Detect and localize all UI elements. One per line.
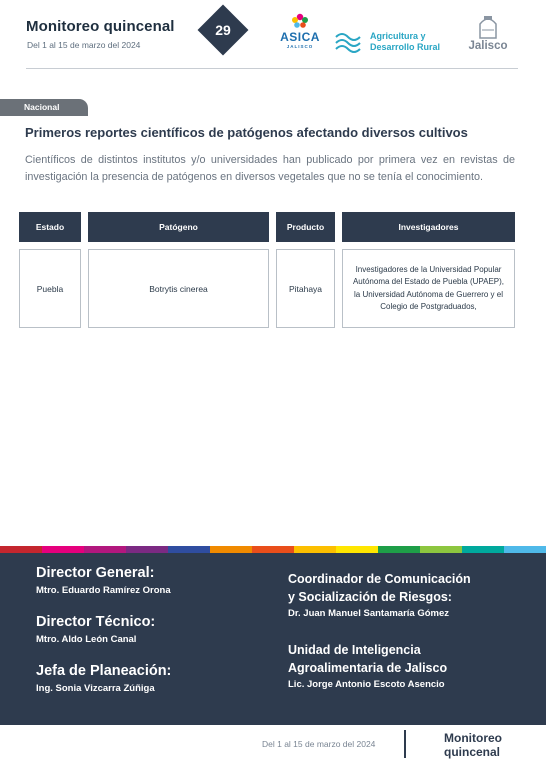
- stripe-segment: [252, 546, 294, 553]
- issue-badge: [197, 4, 249, 56]
- credit-role-director-general: Director General:: [36, 565, 155, 581]
- credit-role-unidad: [288, 641, 528, 677]
- credit-role-coordinador-line2: y Socialización de Riesgos:: [288, 590, 452, 604]
- asica-logo: [274, 12, 326, 60]
- jalisco-logo: [460, 12, 516, 60]
- header-divider: [26, 68, 518, 69]
- credit-name-unidad: Lic. Jorge Antonio Escoto Asencio: [288, 679, 445, 690]
- jalisco-wordmark: Jalisco: [468, 40, 508, 52]
- agricultura-line2: Desarrollo Rural: [370, 42, 441, 52]
- asica-flower-icon: [274, 12, 326, 30]
- footer-title-line1: Monitoreo: [444, 731, 502, 745]
- report-title: Monitoreo quincenal: [26, 18, 175, 35]
- credit-role-unidad-line1: Unidad de Inteligencia: [288, 643, 421, 657]
- asica-subtext: JALISCO: [286, 44, 314, 49]
- stripe-segment: [42, 546, 84, 553]
- stripe-segment: [336, 546, 378, 553]
- agricultura-line1: Agricultura y: [370, 31, 426, 41]
- credits-panel: [0, 553, 546, 725]
- table-cell-estado: Puebla: [19, 249, 81, 328]
- credit-name-director-tecnico: Mtro. Aldo León Canal: [36, 634, 137, 645]
- stripe-segment: [126, 546, 168, 553]
- stripe-segment: [210, 546, 252, 553]
- table-header-investigadores: Investigadores: [342, 212, 515, 242]
- section-tag: [0, 99, 88, 116]
- agricultura-wordmark: [370, 31, 440, 53]
- stripe-segment: [0, 546, 42, 553]
- section-tag-label: Nacional: [24, 102, 60, 112]
- table-header-estado: Estado: [19, 212, 81, 242]
- credit-name-coordinador: Dr. Juan Manuel Santamaría Gómez: [288, 608, 450, 619]
- credit-name-director-general: Mtro. Eduardo Ramírez Orona: [36, 585, 171, 596]
- stripe-segment: [84, 546, 126, 553]
- credit-role-director-tecnico: Director Técnico:: [36, 614, 156, 630]
- color-stripe: [0, 546, 546, 553]
- footer-divider: [404, 730, 406, 758]
- stripe-segment: [294, 546, 336, 553]
- credit-role-coordinador-line1: Coordinador de Comunicación: [288, 572, 471, 586]
- footer-date-range: Del 1 al 15 de marzo del 2024: [262, 739, 376, 749]
- stripe-segment: [504, 546, 546, 553]
- table-header-patogeno: Patógeno: [88, 212, 269, 242]
- agricultura-logo: [334, 28, 454, 58]
- credit-role-coordinador: [288, 570, 528, 606]
- footer-title-line2: quincenal: [444, 745, 501, 759]
- report-date-range: Del 1 al 15 de marzo del 2024: [27, 40, 141, 50]
- stripe-segment: [168, 546, 210, 553]
- stripe-segment: [420, 546, 462, 553]
- table-cell-patogeno: Botrytis cinerea: [88, 249, 269, 328]
- stripe-segment: [462, 546, 504, 553]
- waves-icon: [334, 31, 366, 53]
- article-body: Científicos de distintos institutos y/o universidades han publicado por primera vez en revistas de investigación la presencia de patógenos en diversos vegetales que no se tenía el conocimiento.: [25, 154, 515, 183]
- credit-role-unidad-line2: Agroalimentaria de Jalisco: [288, 661, 448, 675]
- issue-number: 29: [215, 22, 231, 38]
- footer-title: [444, 731, 534, 759]
- credit-role-jefa-planeacion: Jefa de Planeación:: [36, 663, 172, 679]
- stripe-segment: [378, 546, 420, 553]
- credit-name-jefa-planeacion: Ing. Sonia Vizcarra Zúñiga: [36, 683, 155, 694]
- table-cell-investigadores: Investigadores de la Universidad Popular Autónoma del Estado de Puebla (UPAEP), la Universidad Autónoma de Guerrero y el Colegio de Postgraduados,: [342, 249, 515, 328]
- asica-wordmark: ASICA: [280, 30, 320, 44]
- table-header-producto: Producto: [276, 212, 335, 242]
- article-title: Primeros reportes científicos de patógenos afectando diversos cultivos: [25, 125, 468, 140]
- table-cell-producto: Pitahaya: [276, 249, 335, 328]
- jalisco-crest-icon: [460, 12, 516, 40]
